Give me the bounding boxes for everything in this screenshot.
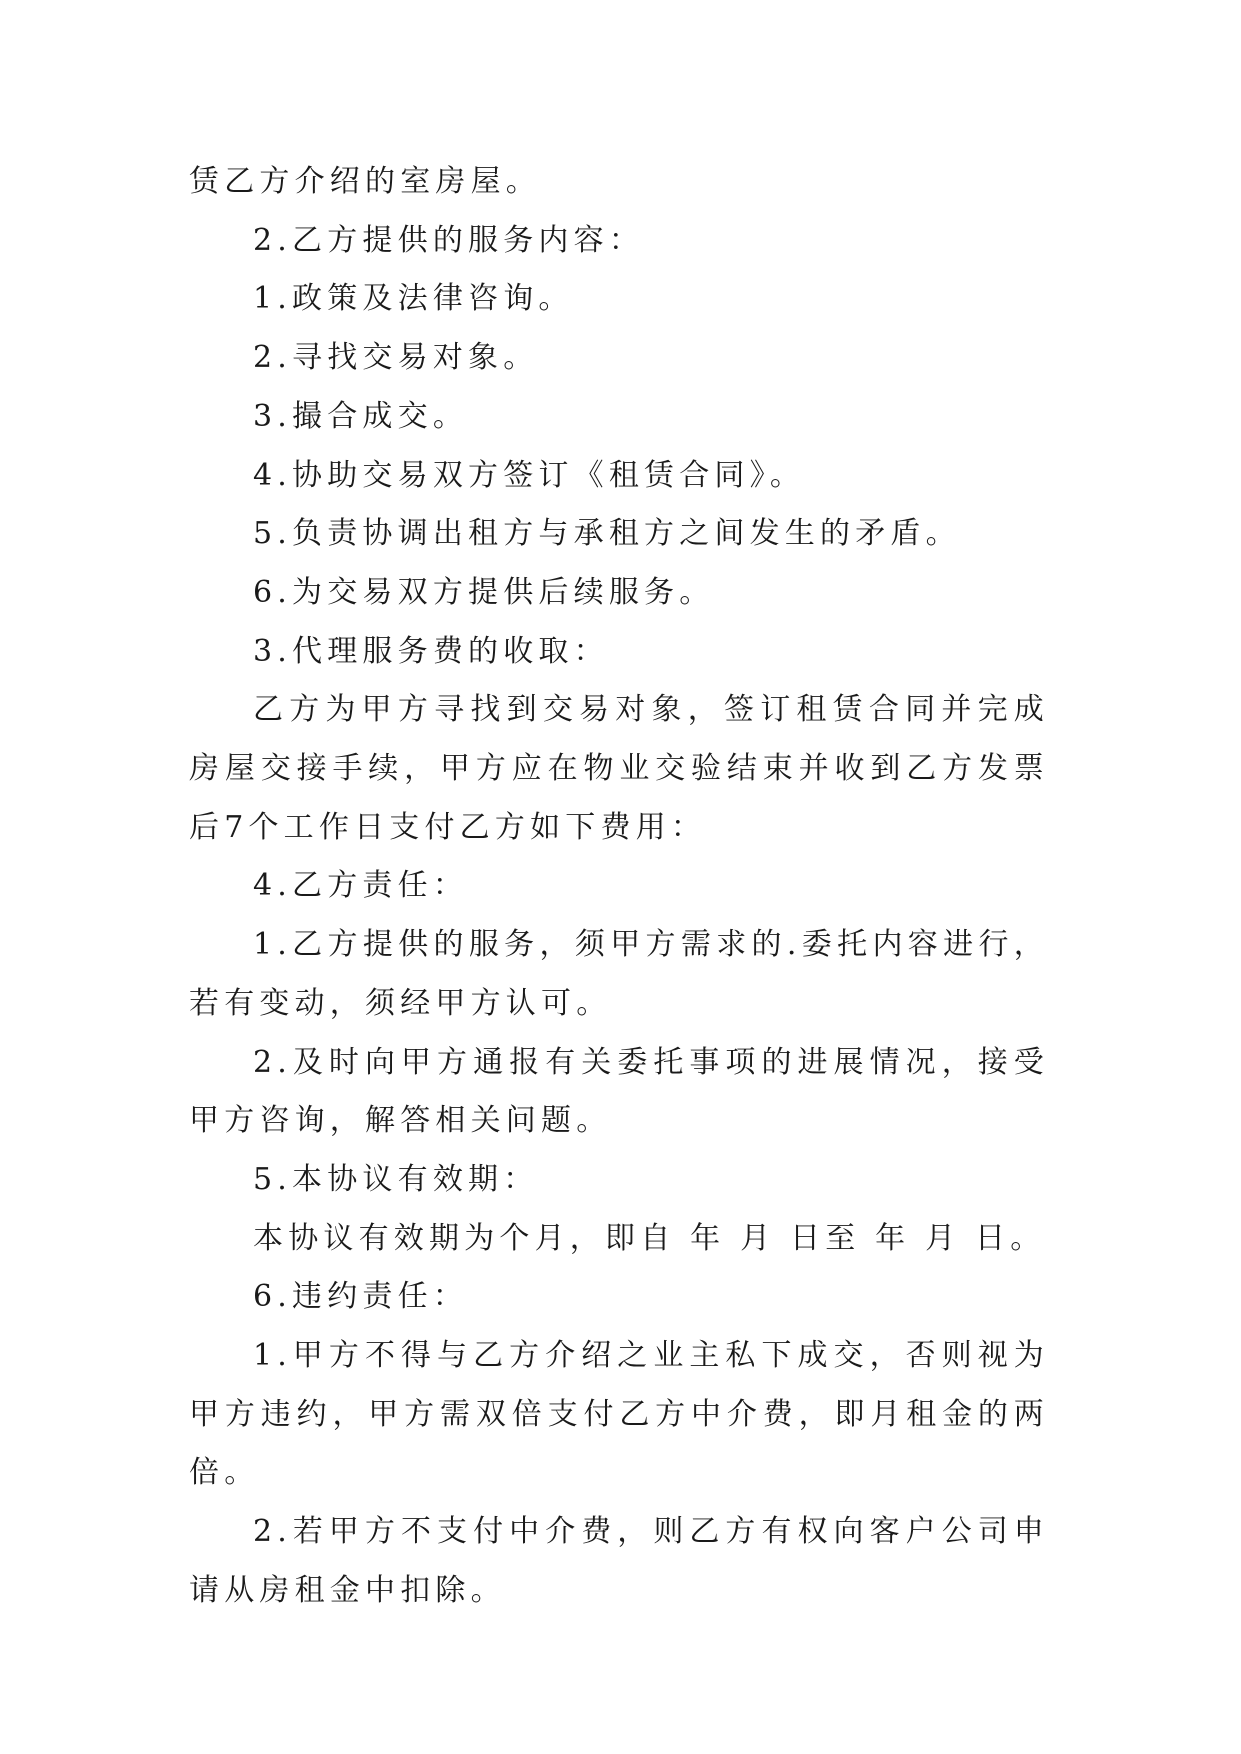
paragraph: 2.及时向甲方通报有关委托事项的进展情况，接受甲方咨询，解答相关问题。	[189, 1044, 1049, 1139]
paragraph: 1.甲方不得与乙方介绍之业主私下成交，否则视为甲方违约，甲方需双倍支付乙方中介费，即月租金的两倍。	[189, 1338, 1049, 1491]
paragraph: 赁乙方介绍的室房屋。	[189, 164, 541, 199]
paragraph: 本协议有效期为个月，即自 年 月 日至 年 月 日。	[253, 1220, 1046, 1256]
paragraph: 1.政策及法律咨询。	[253, 281, 574, 317]
paragraph: 2.寻找交易对象。	[253, 340, 539, 376]
paragraph: 乙方为甲方寻找到交易对象，签订租赁合同并完成房屋交接手续，甲方应在物业交验结束并收到乙方发票后7个工作日支付乙方如下费用：	[189, 692, 1049, 845]
paragraph: 4.协助交易双方签订《租赁合同》。	[253, 457, 806, 493]
paragraph: 2.乙方提供的服务内容：	[253, 222, 645, 258]
paragraph: 5.本协议有效期：	[253, 1161, 539, 1197]
paragraph: 6.违约责任：	[253, 1279, 469, 1315]
paragraph: 2.若甲方不支付中介费，则乙方有权向客户公司申请从房租金中扣除。	[189, 1514, 1049, 1608]
paragraph: 4.乙方责任：	[253, 868, 469, 904]
paragraph: 3.撮合成交。	[253, 398, 469, 434]
paragraph: 6.为交易双方提供后续服务。	[253, 574, 715, 610]
paragraph: 3.代理服务费的收取：	[253, 633, 609, 669]
document-body	[189, 153, 1049, 1621]
paragraph: 1.乙方提供的服务，须甲方需求的.委托内容进行，若有变动，须经甲方认可。	[189, 927, 1049, 1021]
paragraph: 5.负责协调出租方与承租方之间发生的矛盾。	[253, 516, 961, 552]
